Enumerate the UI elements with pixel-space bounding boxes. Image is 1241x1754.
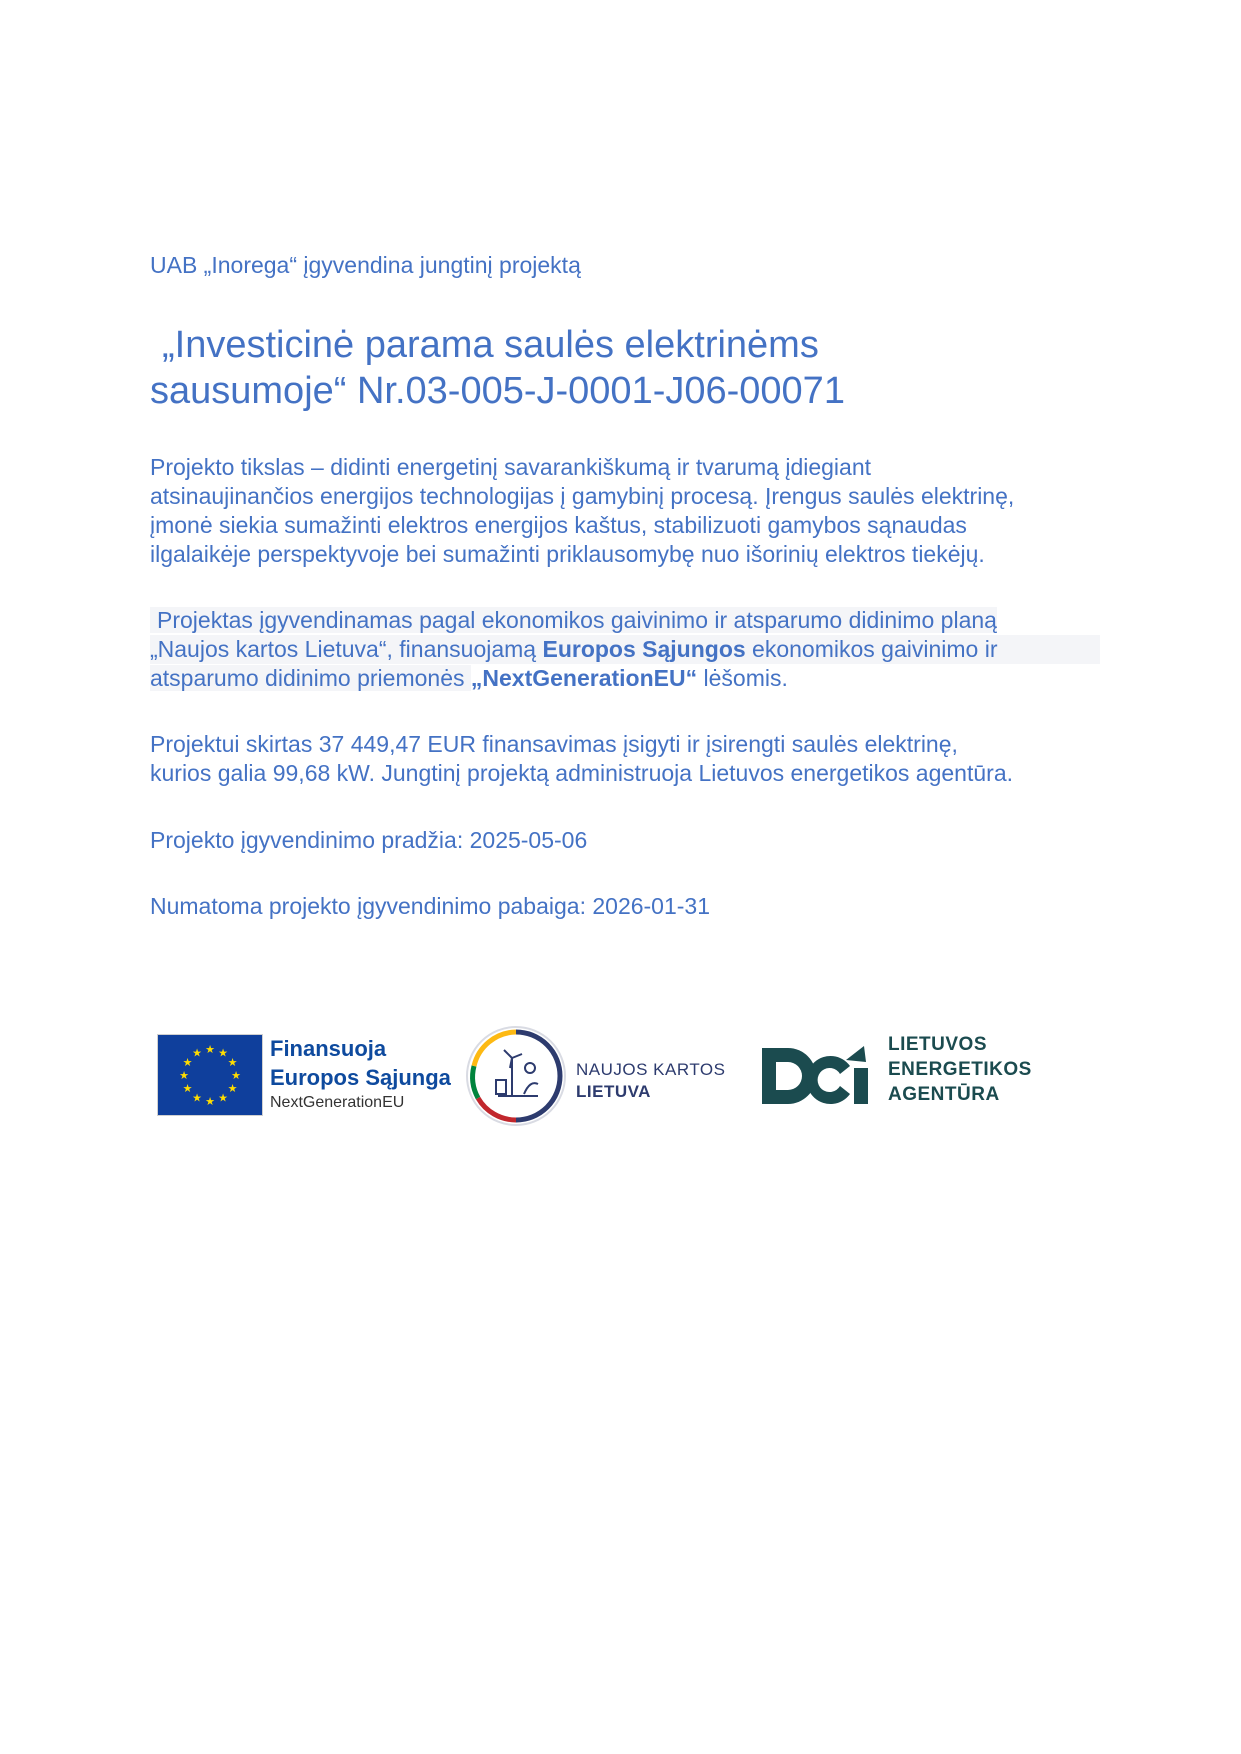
lea-line-1: LIETUVOS (888, 1034, 988, 1055)
eu-star-icon: ★ (205, 1044, 215, 1056)
lea-line-3: AGENTŪRA (888, 1084, 1000, 1105)
plan-paragraph (150, 606, 1100, 693)
eu-star-icon: ★ (179, 1070, 189, 1082)
eu-bold: Europos Sąjungos (542, 636, 746, 662)
title-line-2: sausumoje“ Nr.03-005-J-0001-J06-00071 (150, 370, 845, 412)
eu-star-icon: ★ (231, 1070, 241, 1082)
eu-star-icon: ★ (192, 1047, 202, 1060)
funding-paragraph (150, 730, 1100, 788)
eu-star-icon: ★ (182, 1083, 193, 1095)
eu-flag-icon (157, 1034, 263, 1116)
eu-star-icon: ★ (182, 1057, 193, 1069)
funding-line: Projektui skirtas 37 449,47 EUR finansavimas įsigyti ir įsirengti saulės elektrinę, (150, 731, 958, 757)
eu-star-icon: ★ (192, 1092, 202, 1105)
nextgen-bold: „NextGenerationEU“ (470, 665, 698, 691)
naujos-kartos-lietuva-logo (464, 1024, 764, 1124)
eu-logo-line-1: Finansuoja (270, 1036, 387, 1061)
lietuvos-energetikos-agentura-logo (760, 1032, 1060, 1122)
nkl-line-1: NAUJOS KARTOS (576, 1060, 726, 1079)
logo-strip (0, 1024, 1241, 1134)
start-date: Projekto įgyvendinimo pradžia: 2025-05-06 (150, 827, 588, 853)
goal-line: įmonė siekia sumažinti elektros energijos kaštus, stabilizuoti gamybos sąnaudas (150, 512, 967, 538)
lea-mark-icon (760, 1040, 878, 1110)
eu-logo-line-3: NextGenerationEU (270, 1094, 405, 1111)
eu-star-icon: ★ (205, 1096, 215, 1108)
plan-text: „Naujos kartos Lietuva“, finansuojamą (150, 636, 543, 662)
end-date: Numatoma projekto įgyvendinimo pabaiga: 2026-01-31 (150, 893, 711, 919)
nkl-line-2: LIETUVA (576, 1082, 651, 1101)
intro-line: UAB „Inorega“ įgyvendina jungtinį projektą (150, 252, 581, 278)
lea-line-2: ENERGETIKOS (888, 1059, 1032, 1080)
goal-line: Projekto tikslas – didinti energetinį savarankiškumą ir tvarumą įdiegiant (150, 454, 872, 480)
goal-paragraph (150, 453, 1100, 569)
plan-text: lėšomis. (697, 665, 788, 691)
goal-line: atsinaujinančios energijos technologijas į gamybinį procesą. Įrengus saulės elektrinę, (150, 483, 1015, 509)
eu-funding-logo (157, 1034, 453, 1116)
title-line-1: „Investicinė parama saulės elektrinėms (162, 324, 819, 366)
project-title (150, 322, 1100, 414)
eu-star-icon: ★ (218, 1092, 228, 1105)
eu-star-icon: ★ (218, 1047, 228, 1060)
eu-star-icon: ★ (227, 1057, 238, 1069)
plan-text: ekonomikos gaivinimo ir (745, 636, 998, 662)
eu-logo-line-2: Europos Sąjunga (270, 1065, 451, 1090)
goal-line: ilgalaikėje perspektyvoje bei sumažinti priklausomybę nuo išorinių elektros tiekėjų. (150, 541, 985, 567)
plan-line: Projektas įgyvendinamas pagal ekonomikos gaivinimo ir atsparumo didinimo planą (150, 607, 997, 633)
eu-star-icon: ★ (227, 1083, 238, 1095)
nkl-emblem-icon (464, 1024, 568, 1128)
plan-text: atsparumo didinimo priemonės (150, 665, 471, 691)
funding-line: kurios galia 99,68 kW. Jungtinį projektą administruoja Lietuvos energetikos agentūra. (150, 760, 1013, 786)
